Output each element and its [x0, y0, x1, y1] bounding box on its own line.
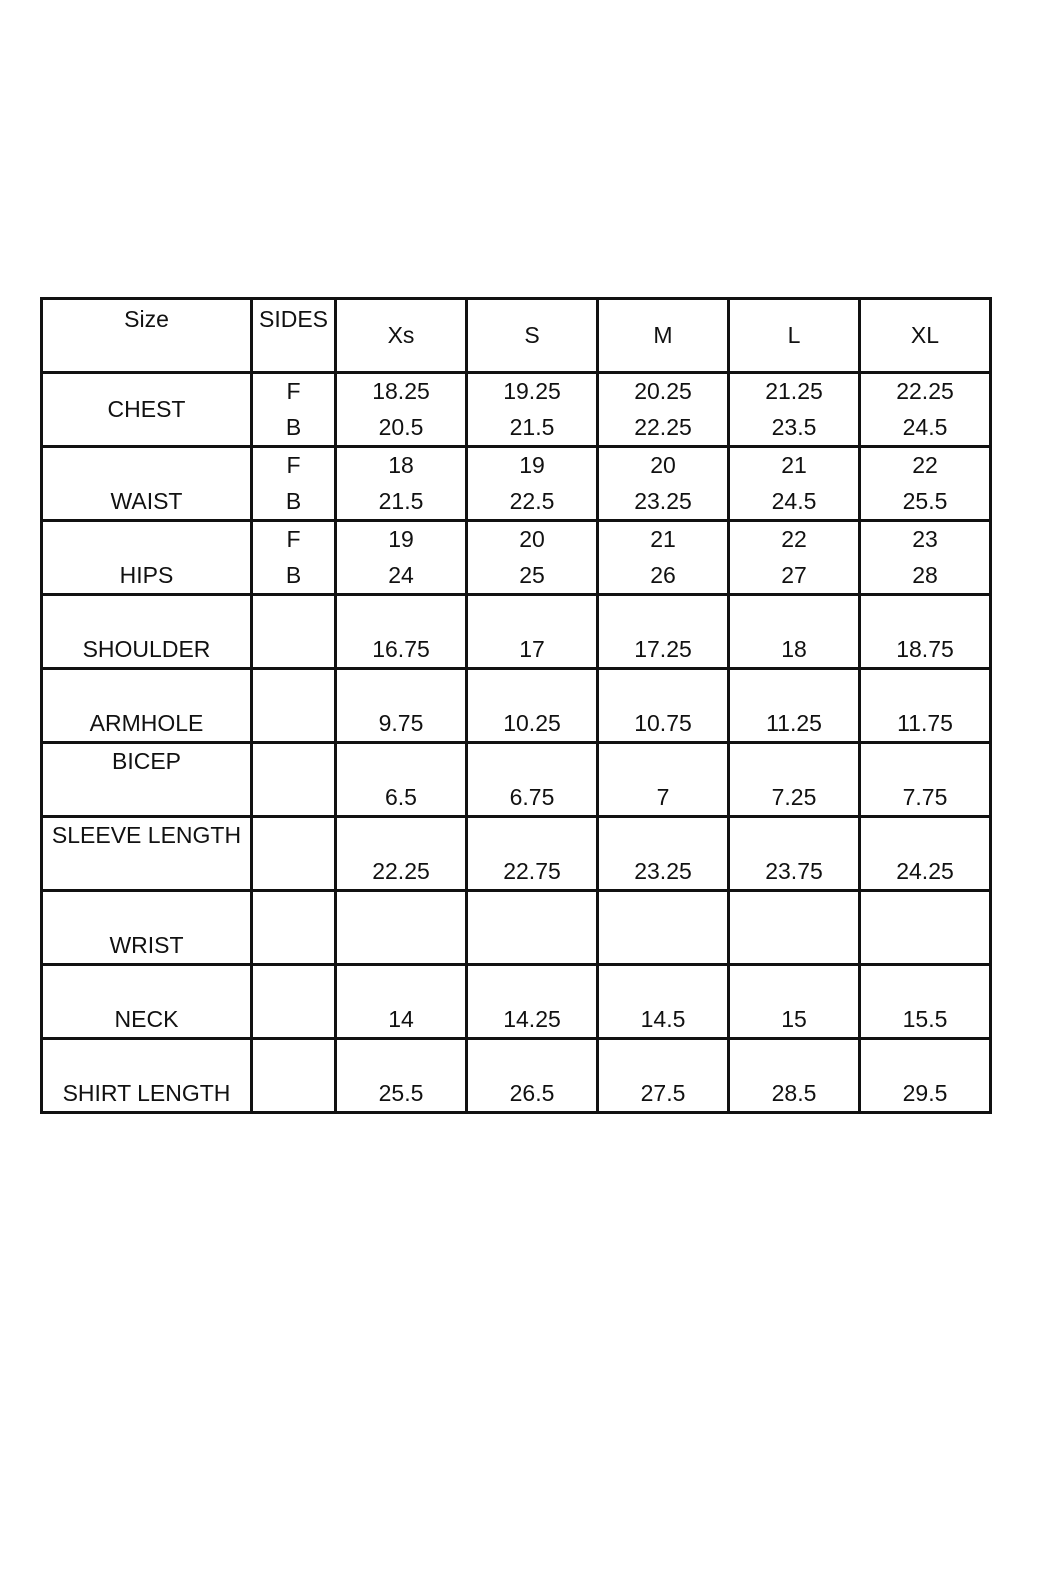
value-cell [729, 669, 860, 743]
row-label: SHIRT LENGTH [62, 1079, 231, 1106]
header-size-xl: XL [860, 299, 991, 373]
value: 22.25 [372, 857, 430, 884]
value-back: 25 [519, 561, 545, 588]
row-label: ARMHOLE [89, 709, 204, 736]
value-front: 21.25 [765, 378, 823, 405]
value-cell [598, 965, 729, 1039]
row-label: SHOULDER [82, 635, 211, 662]
value-cell [860, 817, 991, 891]
value [599, 928, 727, 964]
value-back: 27 [781, 561, 807, 588]
value-cell [467, 521, 598, 595]
value: 18.75 [896, 635, 954, 662]
row-shirt-length [42, 1039, 991, 1113]
value-back: 23.25 [634, 487, 692, 514]
header-size-l: L [729, 299, 860, 373]
value: 14.5 [640, 1005, 686, 1032]
value-back: 22.5 [509, 487, 555, 514]
value-cell [860, 1039, 991, 1113]
sides-cell [252, 447, 336, 521]
value-cell [729, 743, 860, 817]
row-label-cell [42, 447, 252, 521]
value-cell [336, 1039, 467, 1113]
value-cell [336, 595, 467, 669]
value-back: 24 [388, 561, 414, 588]
value-cell [467, 373, 598, 447]
value-cell [860, 891, 991, 965]
value-back: 26 [650, 561, 676, 588]
value-cell [729, 521, 860, 595]
value-cell [467, 1039, 598, 1113]
row-label: CHEST [107, 396, 186, 422]
value-cell [860, 521, 991, 595]
value-cell [336, 447, 467, 521]
row-label-cell [42, 817, 252, 891]
value-cell [336, 891, 467, 965]
value-back: 22.25 [634, 413, 692, 440]
value-cell [860, 669, 991, 743]
row-label: HIPS [119, 561, 174, 588]
value-cell [336, 521, 467, 595]
header-size-cell [42, 299, 252, 373]
value [468, 928, 596, 964]
value-cell [598, 743, 729, 817]
row-armhole [42, 669, 991, 743]
value: 27.5 [640, 1079, 686, 1106]
value-front: 19 [519, 452, 545, 479]
value-cell [860, 373, 991, 447]
row-chest [42, 373, 991, 447]
value-back: 21.5 [509, 413, 555, 440]
value-cell [336, 669, 467, 743]
value-cell [467, 447, 598, 521]
row-label: SLEEVE LENGTH [51, 822, 242, 849]
value: 6.5 [385, 783, 417, 810]
sides-cell [252, 373, 336, 447]
value-cell [860, 447, 991, 521]
side-back: B [285, 413, 302, 440]
value: 22.75 [503, 857, 561, 884]
value: 17.25 [634, 635, 692, 662]
value-front: 20 [650, 452, 676, 479]
row-shoulder [42, 595, 991, 669]
value: 29.5 [902, 1079, 948, 1106]
sides-cell [252, 521, 336, 595]
size-chart-table [40, 297, 992, 1114]
sides-cell [252, 891, 336, 965]
value-back: 21.5 [378, 487, 424, 514]
value-cell [598, 373, 729, 447]
value-cell [336, 743, 467, 817]
value: 23.25 [634, 857, 692, 884]
row-label-cell [42, 743, 252, 817]
value: 11.25 [766, 709, 822, 736]
value-cell [336, 373, 467, 447]
value: 10.75 [634, 709, 692, 736]
value: 14 [388, 1005, 414, 1032]
value-cell [598, 817, 729, 891]
row-label-cell [42, 965, 252, 1039]
row-label-cell [42, 891, 252, 965]
value-cell [598, 521, 729, 595]
row-label: WAIST [110, 487, 183, 514]
value-back: 24.5 [902, 413, 948, 440]
value-cell [860, 595, 991, 669]
row-wrist [42, 891, 991, 965]
value: 15.5 [902, 1005, 948, 1032]
side-front: F [286, 378, 301, 405]
value [337, 928, 465, 964]
value-cell [336, 817, 467, 891]
value-cell [467, 891, 598, 965]
sides-cell [252, 595, 336, 669]
value: 7.25 [771, 783, 817, 810]
value-front: 18 [388, 452, 414, 479]
value-cell [598, 447, 729, 521]
value-cell [467, 965, 598, 1039]
value-cell [860, 743, 991, 817]
value [730, 928, 858, 964]
value: 6.75 [509, 783, 555, 810]
value-cell [467, 595, 598, 669]
value-cell [467, 817, 598, 891]
value-front: 20 [519, 526, 545, 553]
value-cell [467, 669, 598, 743]
header-size-s: S [467, 299, 598, 373]
row-label-cell [42, 521, 252, 595]
value-front: 21 [650, 526, 676, 553]
sides-cell [252, 669, 336, 743]
row-hips [42, 521, 991, 595]
value-cell [729, 595, 860, 669]
value-back: 25.5 [902, 487, 948, 514]
sides-cell [252, 965, 336, 1039]
value-back: 20.5 [378, 413, 424, 440]
sides-cell [252, 817, 336, 891]
value-cell [598, 669, 729, 743]
value-cell [729, 965, 860, 1039]
value-front: 19.25 [503, 378, 561, 405]
value-cell [336, 965, 467, 1039]
row-label-cell [42, 1039, 252, 1113]
value-cell [598, 891, 729, 965]
value-back: 28 [912, 561, 938, 588]
row-label-cell [42, 595, 252, 669]
row-label: WRIST [109, 931, 184, 958]
value-front: 20.25 [634, 378, 692, 405]
value-front: 22 [781, 526, 807, 553]
row-label-cell [42, 669, 252, 743]
header-sides-label: SIDES [258, 306, 329, 332]
value: 18 [781, 635, 807, 662]
value: 11.75 [897, 709, 953, 736]
row-waist [42, 447, 991, 521]
value-front: 23 [912, 526, 938, 553]
side-back: B [285, 561, 302, 588]
side-front: F [286, 526, 301, 553]
value-cell [729, 373, 860, 447]
row-neck [42, 965, 991, 1039]
side-front: F [286, 452, 301, 479]
sides-cell [252, 743, 336, 817]
value: 10.25 [503, 709, 561, 736]
side-back: B [285, 487, 302, 514]
value-back: 23.5 [771, 413, 817, 440]
header-row [42, 299, 991, 373]
row-sleeve-length [42, 817, 991, 891]
value: 9.75 [378, 709, 424, 736]
sides-cell [252, 1039, 336, 1113]
header-sides-cell [252, 299, 336, 373]
header-size-label: Size [124, 306, 169, 332]
value: 14.25 [503, 1005, 561, 1032]
value: 24.25 [896, 857, 954, 884]
value-cell [729, 1039, 860, 1113]
value [861, 928, 989, 964]
value-front: 18.25 [372, 378, 430, 405]
value: 7 [656, 783, 670, 810]
value-cell [729, 891, 860, 965]
row-label-cell [42, 373, 252, 447]
header-size-m: M [598, 299, 729, 373]
value-front: 19 [388, 526, 414, 553]
value-front: 21 [781, 452, 807, 479]
value-back: 24.5 [771, 487, 817, 514]
value-cell [598, 595, 729, 669]
value-cell [729, 817, 860, 891]
value: 28.5 [771, 1079, 817, 1106]
header-size-xs: Xs [336, 299, 467, 373]
value: 7.75 [902, 783, 948, 810]
row-bicep [42, 743, 991, 817]
row-label: BICEP [111, 748, 182, 775]
value: 17 [519, 635, 545, 662]
value: 15 [781, 1005, 807, 1032]
value-cell [860, 965, 991, 1039]
value-cell [467, 743, 598, 817]
value: 25.5 [378, 1079, 424, 1106]
value-front: 22.25 [896, 378, 954, 405]
value-cell [598, 1039, 729, 1113]
value: 26.5 [509, 1079, 555, 1106]
value-cell [729, 447, 860, 521]
value: 16.75 [372, 635, 430, 662]
row-label: NECK [114, 1005, 179, 1032]
value-front: 22 [912, 452, 938, 479]
value: 23.75 [765, 857, 823, 884]
